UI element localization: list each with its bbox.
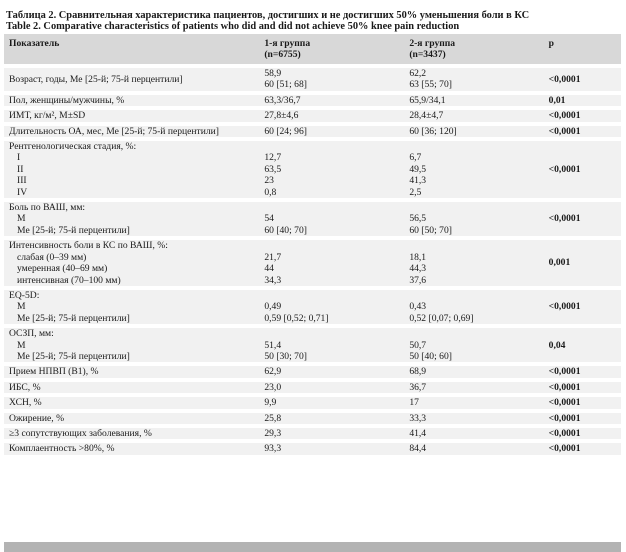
table-row — [4, 95, 621, 106]
row-label-line: ХСН, % — [9, 397, 42, 409]
row-label-line: ИМТ, кг/м², M±SD — [9, 110, 86, 122]
group1-value — [259, 202, 404, 236]
table-row — [4, 413, 621, 424]
group1-value-line: 23,0 — [264, 381, 282, 393]
table-row — [4, 126, 621, 137]
group1-value — [259, 290, 404, 324]
group1-value-line: 27,8±4,6 — [264, 110, 299, 122]
group2-value-line — [409, 202, 543, 213]
p-value: 0,001 — [544, 240, 621, 286]
group2-value-line: 0,43 — [409, 301, 427, 313]
row-label-line: Me [25-й; 75-й перцентили] — [17, 350, 130, 362]
group1-value-line — [264, 290, 404, 301]
p-value: <0,0001 — [544, 290, 621, 324]
row-label-line: Комплаентность >80%, % — [9, 443, 115, 455]
group2-value-line: 28,4±4,7 — [409, 110, 444, 122]
group2-value-line — [409, 290, 543, 301]
table-row — [4, 240, 621, 286]
group2-value — [404, 290, 543, 324]
row-label-line: Ожирение, % — [9, 412, 65, 424]
p-value: <0,0001 — [544, 202, 621, 236]
group2-value — [404, 141, 543, 198]
header-group2: 2-я группа (n=3437) — [404, 34, 543, 64]
group2-value-line: 2,5 — [409, 186, 422, 198]
row-label-line: Me [25-й; 75-й перцентили] — [17, 224, 130, 236]
table-row — [4, 290, 621, 324]
group2-value — [404, 328, 543, 362]
group2-value — [404, 443, 543, 454]
table-row — [4, 382, 621, 393]
group1-value-line: 21,7 — [264, 251, 282, 263]
group2-value — [404, 110, 543, 121]
row-label — [4, 328, 259, 362]
row-label — [4, 240, 259, 286]
row-label — [4, 366, 259, 377]
group2-value-line: 37,6 — [409, 274, 427, 286]
group2-value-line: 6,7 — [409, 152, 422, 164]
row-label-line: I — [17, 152, 21, 164]
group2-value — [404, 202, 543, 236]
group2-value-line — [409, 328, 543, 339]
row-label-line: интенсивная (70–100 мм) — [17, 274, 121, 286]
row-label — [4, 110, 259, 121]
table-row — [4, 428, 621, 439]
group2-value-line — [409, 240, 543, 251]
row-label-line: IV — [17, 186, 28, 198]
p-value: <0,0001 — [544, 443, 621, 454]
group1-value — [259, 328, 404, 362]
group1-value — [259, 240, 404, 286]
group1-value-line: 60 [40; 70] — [264, 224, 307, 236]
group2-value — [404, 397, 543, 408]
table-row — [4, 68, 621, 91]
group1-value-line: 23 — [264, 175, 274, 187]
group2-value-line: 62,2 — [409, 68, 427, 79]
group1-value-line — [264, 240, 404, 251]
row-label-line: Интенсивность боли в КС по ВАШ, %: — [9, 240, 168, 252]
table-header-row — [4, 34, 621, 64]
group2-value-line: 56,5 — [409, 213, 427, 225]
p-value: <0,0001 — [544, 413, 621, 424]
group1-value-line: 0,59 [0,52; 0,71] — [264, 312, 329, 324]
group2-value-line: 33,3 — [409, 412, 427, 424]
group2-value — [404, 428, 543, 439]
group1-value-line: 60 [24; 96] — [264, 125, 307, 137]
group1-value-line — [264, 202, 404, 213]
group1-value-line: 51,4 — [264, 339, 282, 351]
row-label-line: ОСЗП, мм: — [9, 328, 54, 340]
p-value: <0,0001 — [544, 110, 621, 121]
row-label-line: Me [25-й; 75-й перцентили] — [17, 312, 130, 324]
group2-value-line: 49,5 — [409, 163, 427, 175]
group2-value-line: 84,4 — [409, 443, 427, 455]
group1-value — [259, 95, 404, 106]
group1-value-line: 63,3/36,7 — [264, 94, 301, 106]
group1-value — [259, 397, 404, 408]
row-label — [4, 126, 259, 137]
group2-value-line: 0,52 [0,07; 0,69] — [409, 312, 474, 324]
row-label — [4, 397, 259, 408]
row-label-line: умеренная (40–69 мм) — [17, 263, 108, 275]
group1-value-line: 93,3 — [264, 443, 282, 455]
p-value: <0,0001 — [544, 366, 621, 377]
row-label — [4, 141, 259, 198]
row-label — [4, 202, 259, 236]
row-label — [4, 428, 259, 439]
header-group1: 1-я группа (n=6755) — [259, 34, 404, 64]
table-row — [4, 443, 621, 454]
row-label-line: M — [17, 301, 26, 313]
row-label-line: EQ-5D: — [9, 289, 40, 301]
group1-value-line: 25,8 — [264, 412, 282, 424]
group2-value — [404, 413, 543, 424]
header-p: p — [544, 34, 621, 64]
group1-value-line: 12,7 — [264, 152, 282, 164]
group2-value-line: 63 [55; 70] — [409, 79, 452, 91]
group1-value — [259, 141, 404, 198]
group2-value-line: 41,3 — [409, 175, 427, 187]
group1-value-line: 29,3 — [264, 427, 282, 439]
group2-value-line: 50 [40; 60] — [409, 350, 452, 362]
table-bottom-rule — [4, 542, 621, 552]
p-value: <0,0001 — [544, 126, 621, 137]
row-label — [4, 382, 259, 393]
group1-value-line: 62,9 — [264, 366, 282, 378]
group2-value-line: 68,9 — [409, 366, 427, 378]
row-label-line: Рентгенологическая стадия, %: — [9, 141, 137, 153]
group2-value-line: 18,1 — [409, 251, 427, 263]
group2-value-line: 17 — [409, 397, 419, 409]
row-label-line: ИБС, % — [9, 381, 41, 393]
row-label-line: слабая (0–39 мм) — [17, 251, 87, 263]
group1-value — [259, 68, 404, 91]
row-label-line: Длительность ОА, мес, Ме [25-й; 75-й перцентили] — [9, 125, 219, 137]
row-label-line: ≥3 сопутствующих заболевания, % — [9, 427, 152, 439]
table-row — [4, 328, 621, 362]
group1-value-line: 54 — [264, 213, 274, 225]
comparison-table — [4, 34, 621, 455]
table-row — [4, 366, 621, 377]
p-value: <0,0001 — [544, 382, 621, 393]
header-indicator: Показатель — [4, 34, 259, 64]
group2-value — [404, 366, 543, 377]
p-value: <0,0001 — [544, 428, 621, 439]
group1-value-line: 44 — [264, 263, 274, 275]
table-title-ru: Таблица 2. Сравнительная характеристика пациентов, достигших и не достигших 50% уменьшения боли в КС — [6, 10, 530, 21]
group1-value-line: 60 [51; 68] — [264, 79, 307, 91]
p-value: <0,0001 — [544, 141, 621, 198]
group2-value-line: 50,7 — [409, 339, 427, 351]
table-title-en: Table 2. Comparative characteristics of patients who did and did not achieve 50% knee pain reduction — [6, 21, 460, 32]
row-label — [4, 413, 259, 424]
group2-value — [404, 95, 543, 106]
group2-value — [404, 382, 543, 393]
group1-value — [259, 443, 404, 454]
group1-value — [259, 110, 404, 121]
group2-value-line: 60 [50; 70] — [409, 224, 452, 236]
group1-value-line — [264, 141, 404, 152]
row-label-line: III — [17, 175, 27, 187]
row-label-line: Возраст, годы, Ме [25-й; 75-й перцентили] — [9, 73, 183, 85]
row-label-line: M — [17, 213, 26, 225]
group2-value — [404, 126, 543, 137]
group2-value-line: 36,7 — [409, 381, 427, 393]
row-label — [4, 95, 259, 106]
row-label — [4, 443, 259, 454]
group2-value-line: 60 [36; 120] — [409, 125, 457, 137]
group2-value-line: 44,3 — [409, 263, 427, 275]
p-value: 0,04 — [544, 328, 621, 362]
group1-value — [259, 382, 404, 393]
row-label-line: Прием НПВП (В1), % — [9, 366, 99, 378]
group2-value — [404, 240, 543, 286]
group1-value-line — [264, 328, 404, 339]
group1-value-line: 63,5 — [264, 163, 282, 175]
group2-value-line: 65,9/34,1 — [409, 94, 446, 106]
table-caption — [0, 0, 626, 32]
group1-value — [259, 126, 404, 137]
group1-value — [259, 413, 404, 424]
group1-value — [259, 428, 404, 439]
table-row — [4, 141, 621, 198]
group1-value-line: 0,49 — [264, 301, 282, 313]
group1-value-line: 34,3 — [264, 274, 282, 286]
row-label-line: Боль по ВАШ, мм: — [9, 202, 86, 214]
p-value: <0,0001 — [544, 68, 621, 91]
p-value: <0,0001 — [544, 397, 621, 408]
group1-value-line: 50 [30; 70] — [264, 350, 307, 362]
row-label — [4, 68, 259, 91]
table-row — [4, 202, 621, 236]
row-label-line: M — [17, 339, 26, 351]
row-label-line: Пол, женщины/мужчины, % — [9, 94, 125, 106]
group1-value — [259, 366, 404, 377]
group1-value-line: 58,9 — [264, 68, 282, 79]
table-row — [4, 110, 621, 121]
group2-value-line — [409, 141, 543, 152]
group2-value — [404, 68, 543, 91]
row-label-line: II — [17, 163, 24, 175]
group2-value-line: 41,4 — [409, 427, 427, 439]
table-row — [4, 397, 621, 408]
group1-value-line: 9,9 — [264, 397, 277, 409]
p-value: 0,01 — [544, 95, 621, 106]
group1-value-line: 0,8 — [264, 186, 277, 198]
row-label — [4, 290, 259, 324]
